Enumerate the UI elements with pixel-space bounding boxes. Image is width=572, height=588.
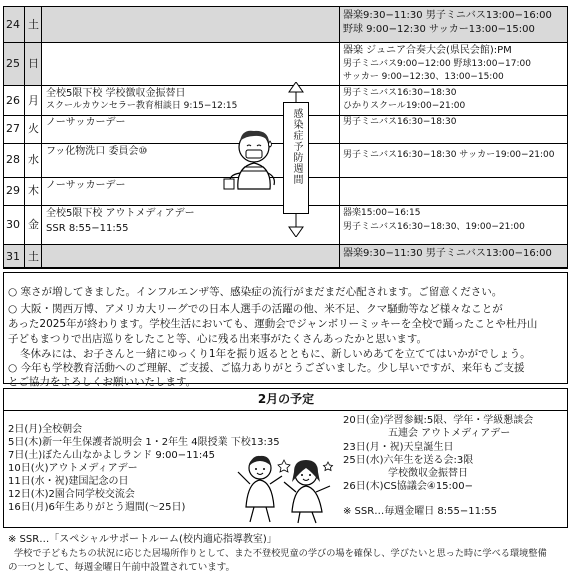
day-26: 26	[6, 94, 20, 107]
right-25-b: 男子ミニバス9:00−12:00 野球13:00−17:00	[343, 59, 531, 69]
left-26-a: 全校5限下校 学校徴収金振替日	[46, 88, 186, 99]
week-label: 感染症予防週間	[291, 108, 302, 185]
feb-left-4: 10日(火)アウトメディアデー	[8, 463, 138, 474]
right-26-b: ひかりスクール19:00−21:00	[343, 101, 466, 111]
left-30-a: 全校5限下校 アウトメディアデー	[46, 208, 195, 219]
right-28-a: 男子ミニバス16:30−18:30 サッカー19:00−21:00	[343, 150, 555, 160]
feb-left-7: 16日(月)6年生ありがとう週間(〜25日)	[8, 502, 186, 513]
feb-right-1: 20日(金)学習参観:5限、学年・学級懇談会	[343, 415, 534, 426]
day-29: 29	[6, 184, 20, 197]
dow-29: 木	[28, 184, 39, 197]
left-29-a: ノーサッカーデー	[46, 180, 126, 191]
dow-24: 土	[28, 18, 39, 31]
note-2: ○ 大阪・関西万博、アメリカ大リーグでの日本人選手の活躍の他、米不足、クマ騒動等など様々なことが	[8, 303, 503, 315]
feb-ssr-note: ※ SSR…毎週金曜日 8:55−11:55	[343, 506, 498, 517]
children-illustration	[232, 452, 337, 524]
note-1: ○ 寒さが増してきました。インフルエンザ等、感染症の流行がまだまだ心配されます。ご留意ください。	[8, 286, 503, 298]
right-25-a: 器楽 ジュニア合奏大会(県民会館):PM	[343, 45, 512, 56]
feb-right-5: 学校徴収金振替日	[388, 468, 468, 479]
feb-left-3: 7日(土)ぼたん山なかよしランド 9:00−11:45	[8, 450, 215, 461]
feb-right-3: 23日(月・祝)天皇誕生日	[343, 442, 454, 453]
note-6: ○ 今年も学校教育活動へのご理解、ご支援、ご協力ありがとうございました。少し早いですが、来年もご支援	[8, 362, 525, 374]
day-25: 25	[6, 57, 20, 70]
left-26-b: スクールカウンセラー教育相談日 9:15−12:15	[46, 101, 238, 111]
dow-25: 日	[28, 57, 39, 70]
feb-right-4: 25日(水)六年生を送る会:3限	[343, 455, 474, 466]
feb-right-6: 26日(木)CS協議会④15:00−	[343, 481, 474, 492]
sick-child-illustration	[218, 127, 282, 193]
right-24-b: 野球 9:00−12:30 サッカー13:00−15:00	[343, 24, 535, 35]
dow-27: 火	[28, 122, 39, 135]
footer-2: 学校で子どもたちの状況に応じた居場所作りとして、また不登校児童の学びの場を確保し、学びたいと思った時に学べる環境整備	[14, 548, 547, 559]
feb-left-5: 11日(水・祝)建国記念の日	[8, 476, 129, 487]
day-24: 24	[6, 18, 20, 31]
day-28: 28	[6, 153, 20, 166]
feb-left-2: 5日(木)新一年生保護者説明会 1・2年生 4限授業 下校13:35	[8, 437, 280, 448]
dow-28: 水	[28, 153, 39, 166]
right-30-b: 男子ミニバス16:30−18:30、19:00−21:00	[343, 222, 525, 232]
day-31: 31	[6, 250, 20, 263]
feb-left-6: 12日(木)2園合同学校交流会	[8, 489, 135, 500]
feb-right-2: 五連会 アウトメディアデー	[388, 428, 511, 439]
right-25-c: サッカー 9:00−12:30、13:00−15:00	[343, 72, 504, 82]
note-5: 冬休みには、お子さんと一緒にゆっくり1年を振り返るとともに、新しいめあてを立ててはいかがでしょう。	[20, 348, 531, 360]
right-31-a: 器楽9:30−11:30 男子ミニバス13:00−16:00	[343, 248, 552, 259]
day-27: 27	[6, 122, 20, 135]
left-27-a: ノーサッカーデー	[46, 117, 126, 128]
left-28-a: フッ化物洗口 委員会⑩	[46, 146, 148, 157]
right-24-a: 器楽9:30−11:30 男子ミニバス13:00−16:00	[343, 10, 552, 21]
right-30-a: 器楽15:00−16:15	[343, 208, 421, 218]
note-7: とご協力をよろしくお願いいたします。	[8, 376, 197, 388]
dow-31: 土	[28, 250, 39, 263]
right-27-a: 男子ミニバス16:30−18:30	[343, 117, 457, 127]
note-4: 子どもまつりで出店巡りをしたこと等、心に残る出来事がたくさんあったかと思います。	[8, 333, 428, 345]
dow-26: 月	[28, 94, 39, 107]
feb-left-1: 2日(月)全校朝会	[8, 424, 83, 435]
left-30-b: SSR 8:55−11:55	[46, 223, 129, 234]
february-title: 2月の予定	[257, 392, 315, 406]
note-3: あった2025年が終わります。学校生活においても、運動会でジャンボリーミッキーを全校で踊ったことや杜丹山	[8, 318, 538, 330]
footer-1: ※ SSR…「スペシャルサポートルーム(校内適応指導教室)」	[8, 534, 277, 545]
dow-30: 金	[28, 218, 39, 231]
right-26-a: 男子ミニバス16:30−18:30	[343, 88, 457, 98]
footer-3: の一つとして、毎週金曜日午前中設置されています。	[8, 562, 236, 573]
day-30: 30	[6, 218, 20, 231]
